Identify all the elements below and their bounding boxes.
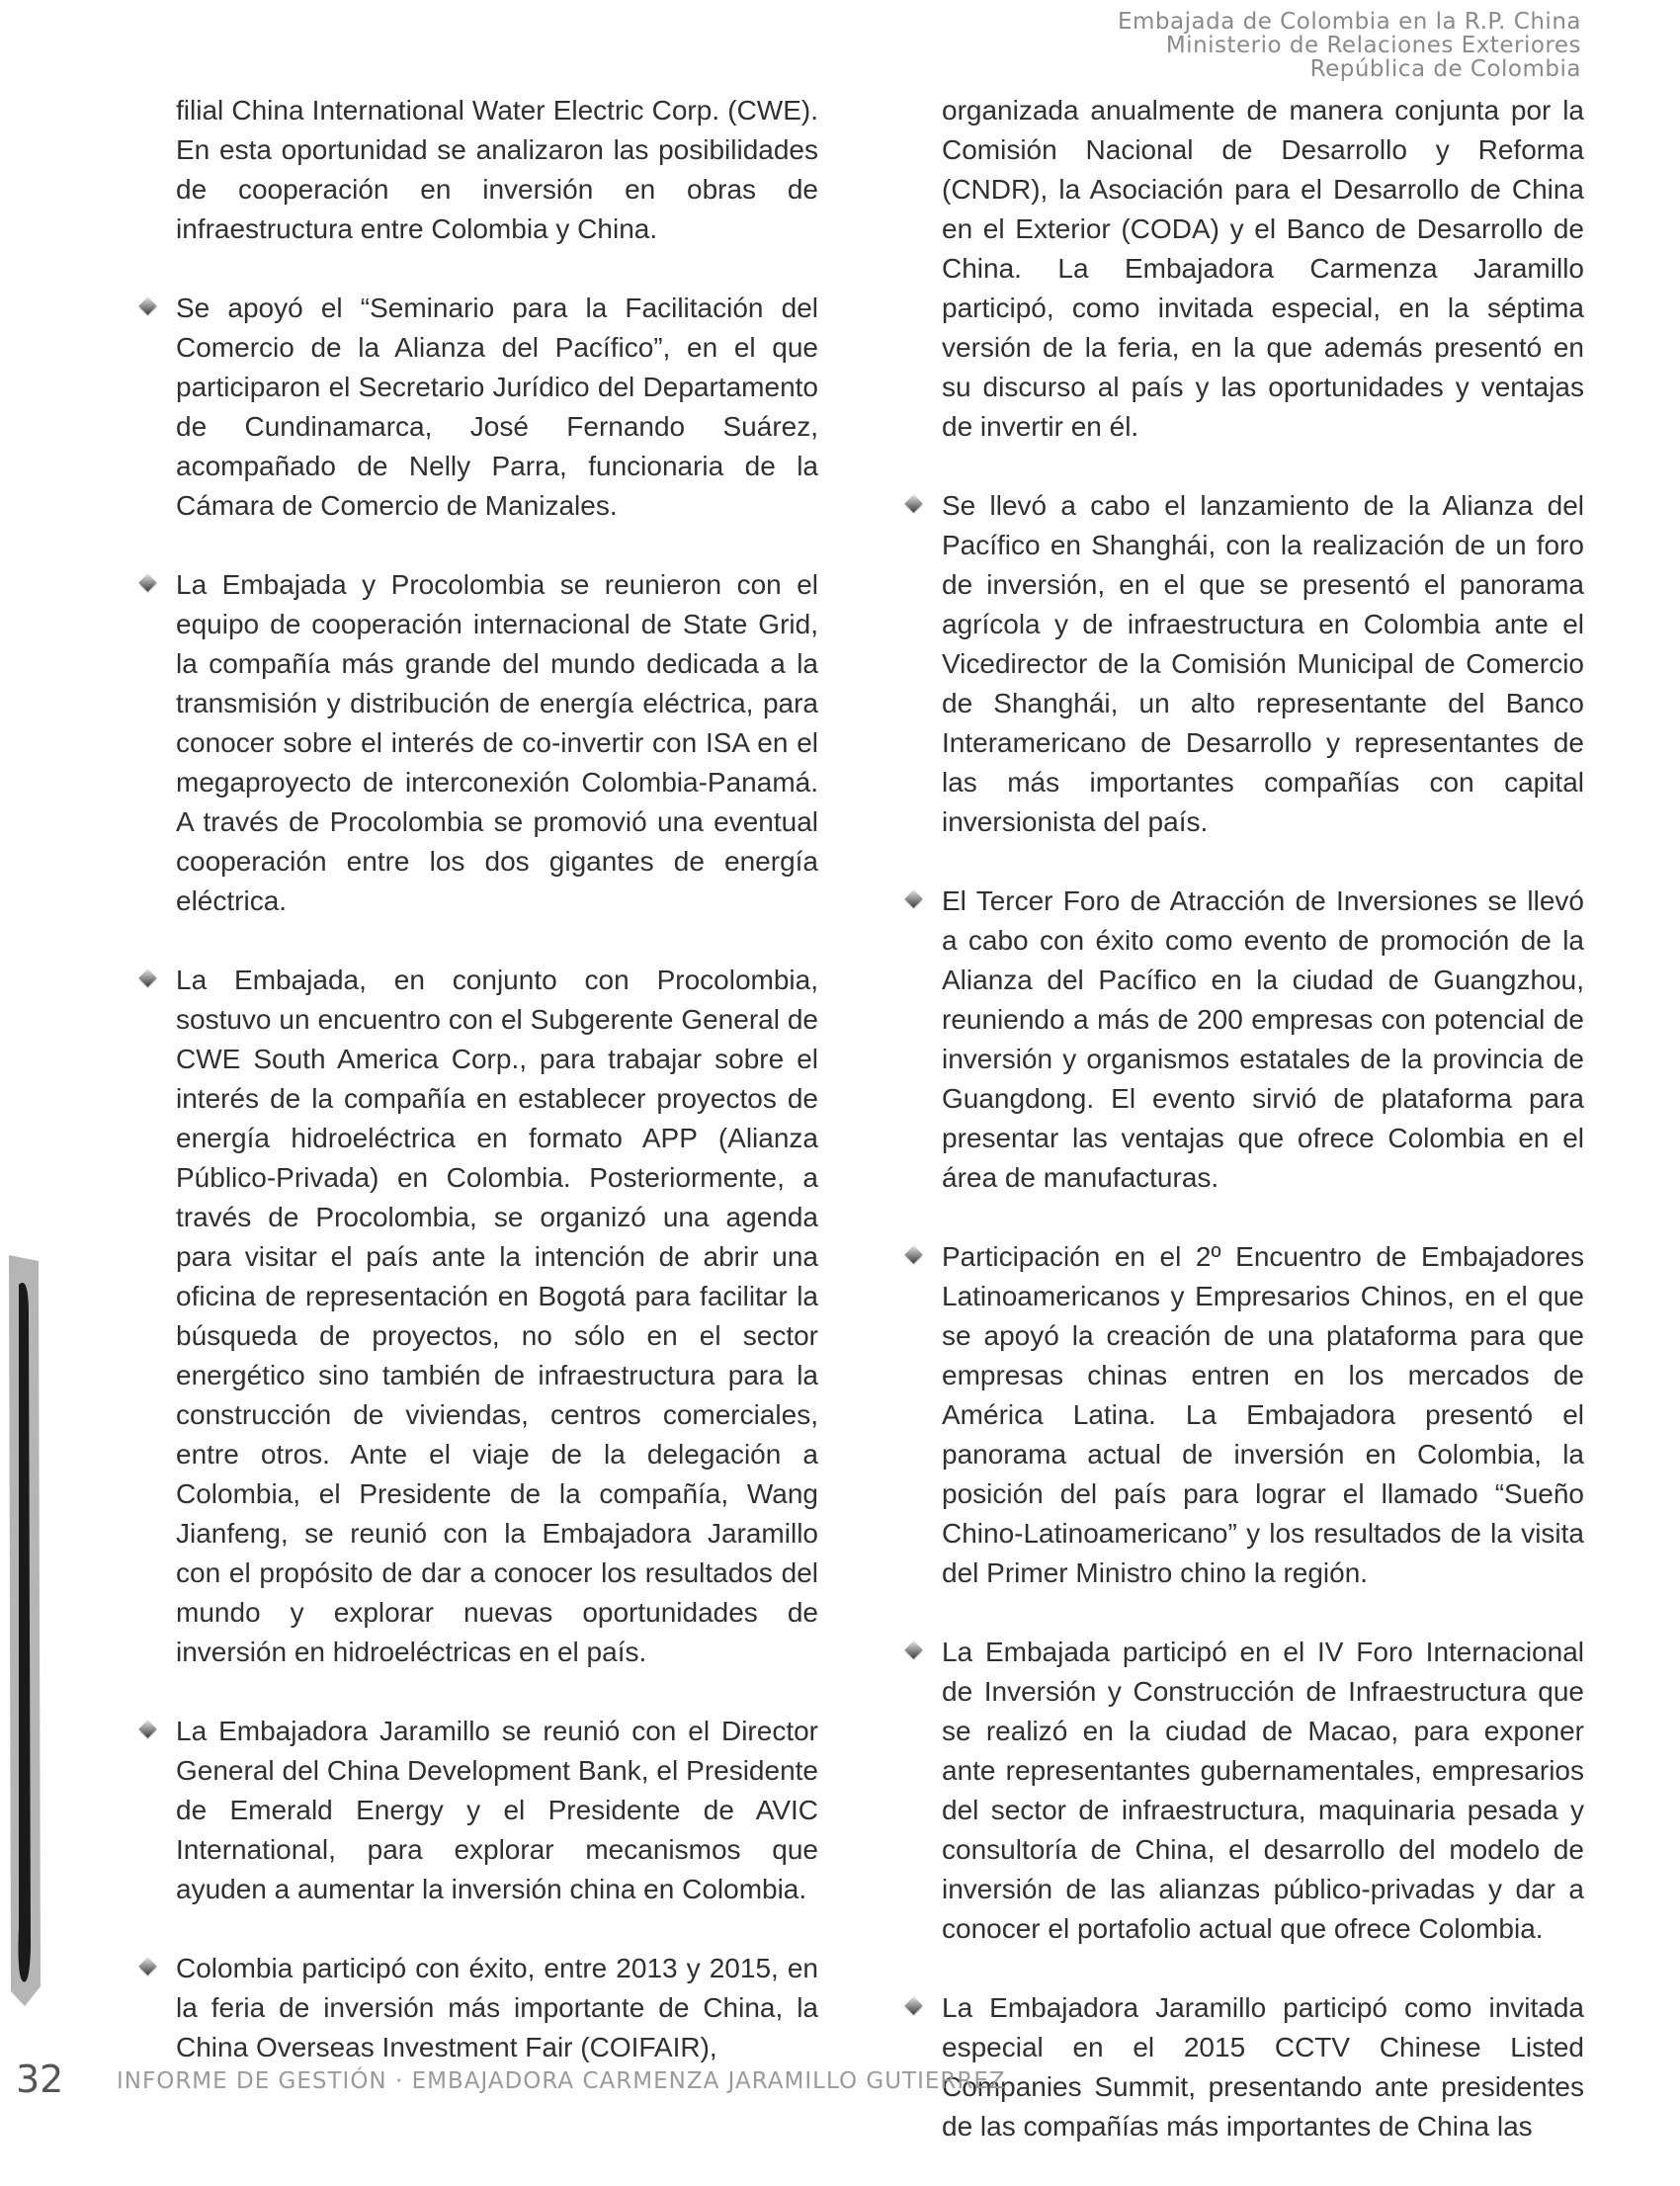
paragraph: organizada anualmente de manera conjunta por la Comisión Nacional de Desarrollo y Reforma (CNDR), la Asociación para el Desarrollo de China en el Exterior (CODA) y el Banco de Desarrollo de China. La Embajadora Carmenza Jaramillo participó, como invitada especial, en la séptima versión de la feria, en la que además presentó en su discurso al país y las oportunidades y ventajas de invertir en él. — [942, 95, 1584, 442]
bullet-item: Se apoyó el “Seminario para la Facilitación del Comercio de la Alianza del Pacífico”, en el que participaron el Secretario Jurídico del Departamento de Cundinamarca, José Fernando Suárez, acompañado de Nelly Parra, funcionaria de la Cámara de Comercio de Manizales. — [176, 289, 818, 526]
footer-title: INFORME DE GESTIÓN · EMBAJADORA CARMENZA JARAMILLO GUTIERREZ — [117, 2068, 1006, 2094]
bullet-item: Se llevó a cabo el lanzamiento de la Alianza del Pacífico en Shanghái, con la realización de un foro de inversión, en el que se presentó el panorama agrícola y de infraestructura en Colombia ante el Vicedirector de la Comisión Municipal de Comercio de Shanghái, un alto representante del Banco Interamericano de Desarrollo y representantes de las más importantes compañías con capital inversionista del país. — [942, 486, 1584, 842]
bullet-item: La Embajada participó en el IV Foro Internacional de Inversión y Construcción de Infraestructura que se realizó en la ciudad de Macao, para exponer ante representantes gubernamentales, empresarios del sector de infraestructura, maquinaria pesada y consultoría de China, el desarrollo del modelo de inversión de las alianzas público-privadas y dar a conocer el portafolio actual que ofrece Colombia. — [942, 1633, 1584, 1949]
bullet-item: El Tercer Foro de Atracción de Inversiones se llevó a cabo con éxito como evento de promoción de la Alianza del Pacífico en la ciudad de Guangzhou, reuniendo a más de 200 empresas con potencial de inversión y organismos estatales de la provincia de Guangdong. El evento sirvió de plataforma para presentar las ventajas que ofrece Colombia en el área de manufacturas. — [942, 882, 1584, 1198]
page-header — [1118, 10, 1581, 81]
bullet-item: Participación en el 2º Encuentro de Embajadores Latinoamericanos y Empresarios Chinos, en el que se apoyó la creación de una plataforma para que empresas chinas entren en los mercados de América Latina. La Embajadora presentó el panorama actual de inversión en Colombia, la posición del país para lograr el llamado “Sueño Chino-Latinoamericano” y los resultados de la visita del Primer Ministro chino la región. — [942, 1237, 1584, 1593]
bullet-item: La Embajadora Jaramillo se reunió con el Director General del China Development Bank, el Presidente de Emerald Energy y el Presidente de AVIC International, para explorar mecanismos que ayuden a aumentar la inversión china en Colombia. — [176, 1712, 818, 1909]
left-column — [176, 91, 818, 2107]
brush-stroke-dark — [19, 1283, 32, 1982]
header-embassy: Embajada de Colombia en la R.P. China — [1118, 9, 1581, 35]
bullet-item: La Embajadora Jaramillo participó como invitada especial en el 2015 CCTV Chinese Listed Companies Summit, presentando ante presidentes de las compañías más importantes de China las — [942, 1988, 1584, 2146]
bullet-item: Colombia participó con éxito, entre 2013 y 2015, en la feria de inversión más importante de China, la China Overseas Investment Fair (COIFAIR), — [176, 1949, 818, 2067]
paragraph: filial China International Water Electric Corp. (CWE). En esta oportunidad se analizaron las posibilidades de cooperación en inversión en obras de infraestructura entre Colombia y China. — [176, 95, 818, 244]
header-country: República de Colombia — [1309, 56, 1581, 82]
header-ministry: Ministerio de Relaciones Exteriores — [1165, 33, 1581, 58]
bullet-item: La Embajada y Procolombia se reunieron con el equipo de cooperación internacional de State Grid, la compañía más grande del mundo dedicada a la transmisión y distribución de energía eléctrica, para conocer sobre el interés de co-invertir con ISA en el megaproyecto de interconexión Colombia-Panamá. A través de Procolombia se promovió una eventual cooperación entre los dos gigantes de energía eléctrica. — [176, 565, 818, 921]
bullet-item: La Embajada, en conjunto con Procolombia, sostuvo un encuentro con el Subgerente General de CWE South America Corp., para trabajar sobre el interés de la compañía en establecer proyectos de energía hidroeléctrica en formato APP (Alianza Público-Privada) en Colombia. Posteriormente, a través de Procolombia, se organizó una agenda para visitar el país ante la intención de abrir una oficina de representación en Bogotá para facilitar la búsqueda de proyectos, no sólo en el sector energético sino también de infraestructura para la construcción de viviendas, centros comerciales, entre otros. Ante el viaje de la delegación a Colombia, el Presidente de la compañía, Wang Jianfeng, se reunió con la Embajadora Jaramillo con el propósito de dar a conocer los resultados del mundo y explorar nuevas oportunidades de inversión en hidroeléctricas en el país. — [176, 961, 818, 1672]
brush-stroke-decoration — [5, 1255, 42, 2006]
right-column — [942, 91, 1584, 2186]
page-number: 32 — [16, 2058, 64, 2101]
